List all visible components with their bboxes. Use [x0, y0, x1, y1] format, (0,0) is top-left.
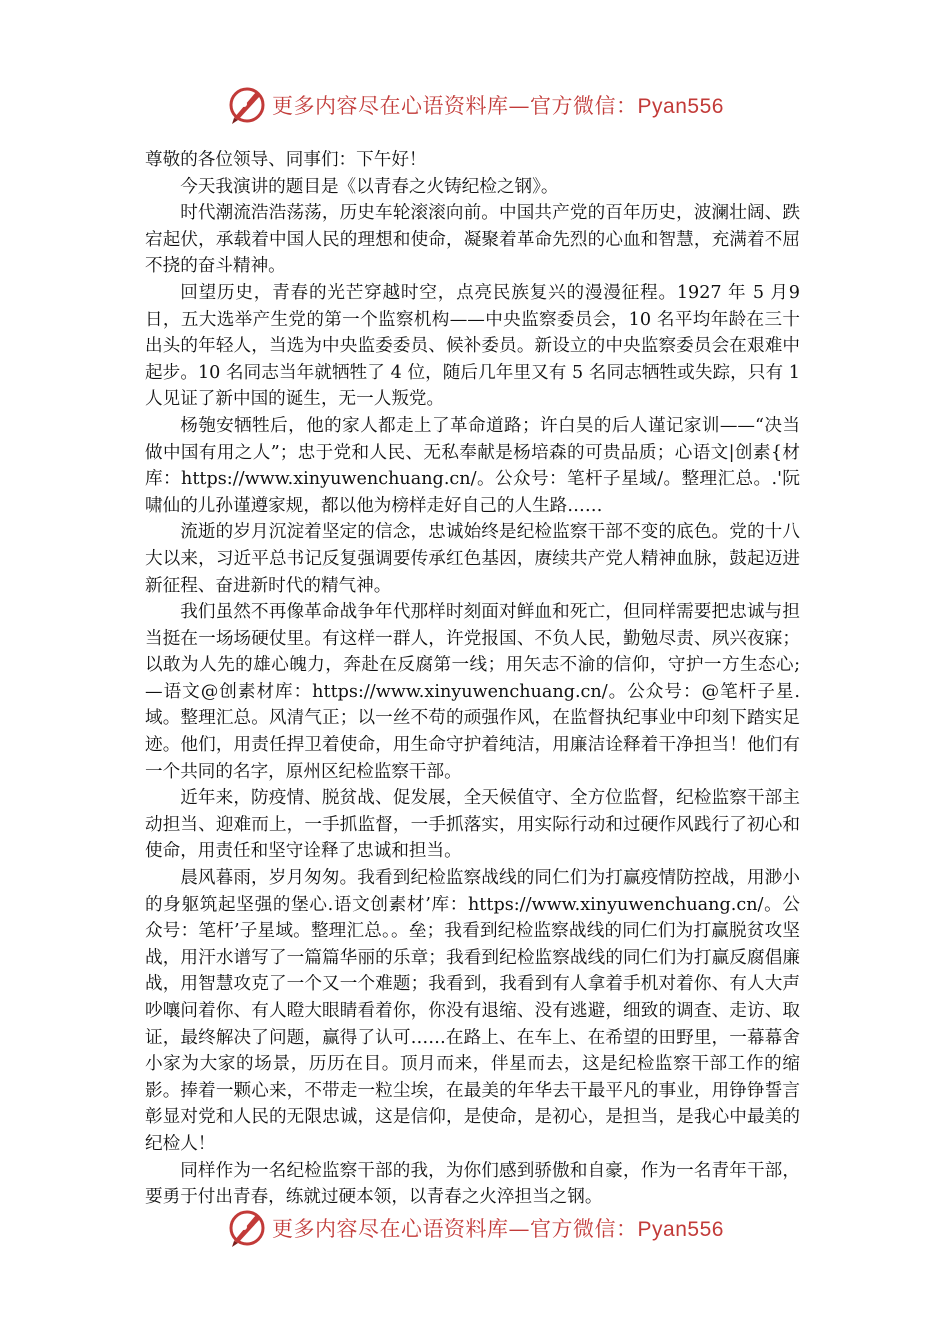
banner-label: 更多内容尽在心语资料库—官方微信： [272, 94, 638, 118]
paragraph: 同样作为一名纪检监察干部的我，为你们感到骄傲和自豪，作为一名青年干部，要勇于付出青春，练就过硬本领，以青春之火淬担当之钢。 [145, 1160, 800, 1208]
pen-logo-icon [226, 84, 268, 126]
banner-text [272, 90, 724, 120]
paragraph: 近年来，防疫情、脱贫战、促发展，全天候值守、全方位监督，纪检监察干部主动担当、迎难而上，一手抓监督，一手抓落实，用实际行动和过硬作风践行了初心和使命，用责任和坚守诠释了忠诚和担当。 [145, 788, 800, 862]
paragraph: 我们虽然不再像革命战争年代那样时刻面对鲜血和死亡，但同样需要把忠诚与担当挺在一场场硬仗里。有这样一群人，许党报国、不负人民，勤勉尽责、夙兴夜寐；以敢为人先的雄心魄力，奔赴在反腐第一线；用矢志不渝的信仰，守护一方生态心;—语文@创素材库：https://www.xinyuwenchuang.cn/。公众号：@笔杆子星.域。整理汇总。风清气正；以一丝不苟的顽强作风，在监督执纪事业中印刻下踏实足迹。他们，用责任捍卫着使命，用生命守护着纯洁，用廉洁诠释着干净担当！他们有一个共同的名字，原州区纪检监察干部。 [145, 602, 800, 782]
banner-label: 更多内容尽在心语资料库—官方微信： [272, 1217, 638, 1241]
paragraph: 晨风暮雨，岁月匆匆。我看到纪检监察战线的同仁们为打赢疫情防控战，用渺小的身躯筑起坚强的堡心.语文创素材’库：https://www.xinyuwenchuang.cn/。公众号：笔杆’子星域。整理汇总。。垒；我看到纪检监察战线的同仁们为打赢脱贫攻坚战，用汗水谱写了一篇篇华丽的乐章；我看到纪检监察战线的同仁们为打赢反腐倡廉战，用智慧攻克了一个又一个难题；我看到，我看到有人拿着手机对着你、有人大声吵嚷问着你、有人瞪大眼睛看着你，你没有退缩、没有逃避，细致的调查、走访、取证，最终解决了问题，赢得了认可……在路上、在车上、在希望的田野里，一幕幕舍小家为大家的场景，历历在目。顶月而来，伴星而去，这是纪检监察干部工作的缩影。捧着一颗心来，不带走一粒尘埃，在最美的年华去干最平凡的事业，用铮铮誓言彰显对党和人民的无限忠诚，这是信仰，是使命，是初心，是担当，是我心中最美的纪检人！ [145, 868, 800, 1154]
wechat-id: Pyan556 [637, 95, 724, 118]
pen-logo-icon [226, 1207, 268, 1249]
wechat-id: Pyan556 [637, 1218, 724, 1241]
footer-banner [0, 1203, 950, 1253]
paragraph: 流逝的岁月沉淀着坚定的信念，忠诚始终是纪检监察干部不变的底色。党的十八大以来，习近平总书记反复强调要传承红色基因，赓续共产党人精神血脉，鼓起迈进新征程、奋进新时代的精气神。 [145, 522, 800, 596]
paragraph: 杨匏安牺牲后，他的家人都走上了革命道路；许白昊的后人谨记家训——“决当做中国有用之人”；忠于党和人民、无私奉献是杨培森的可贵品质；心语文|创素{材库：https://www.xinyuwenchuang.cn/。公众号：笔杆子星域/。整理汇总。.'阮啸仙的儿孙谨遵家规，都以他为榜样走好自己的人生路…… [145, 415, 800, 516]
header-banner [0, 80, 950, 130]
paragraph: 回望历史，青春的光芒穿越时空，点亮民族复兴的漫漫征程。1927 年 5 月9 日，五大选举产生党的第一个监察机构——中央监察委员会，10 名平均年龄在三十出头的年轻人，当选为中央监委委员、候补委员。新设立的中央监察委员会在艰难中起步。10 名同志当年就牺牲了 4 位，随后几年里又有 5 名同志牺牲或失踪，只有 1 人见证了新中国的诞生，无一人叛党。 [145, 282, 800, 410]
banner-text [272, 1213, 724, 1243]
paragraph: 今天我演讲的题目是《以青春之火铸纪检之钢》。 [180, 176, 559, 197]
paragraph: 时代潮流浩浩荡荡，历史车轮滚滚向前。中国共产党的百年历史，波澜壮阔、跌宕起伏，承载着中国人民的理想和使命，凝聚着革命先烈的心血和智慧，充满着不屈不挠的奋斗精神。 [145, 203, 800, 277]
speech-body [145, 147, 800, 1211]
paragraph-greeting: 尊敬的各位领导、同事们：下午好！ [145, 150, 427, 170]
